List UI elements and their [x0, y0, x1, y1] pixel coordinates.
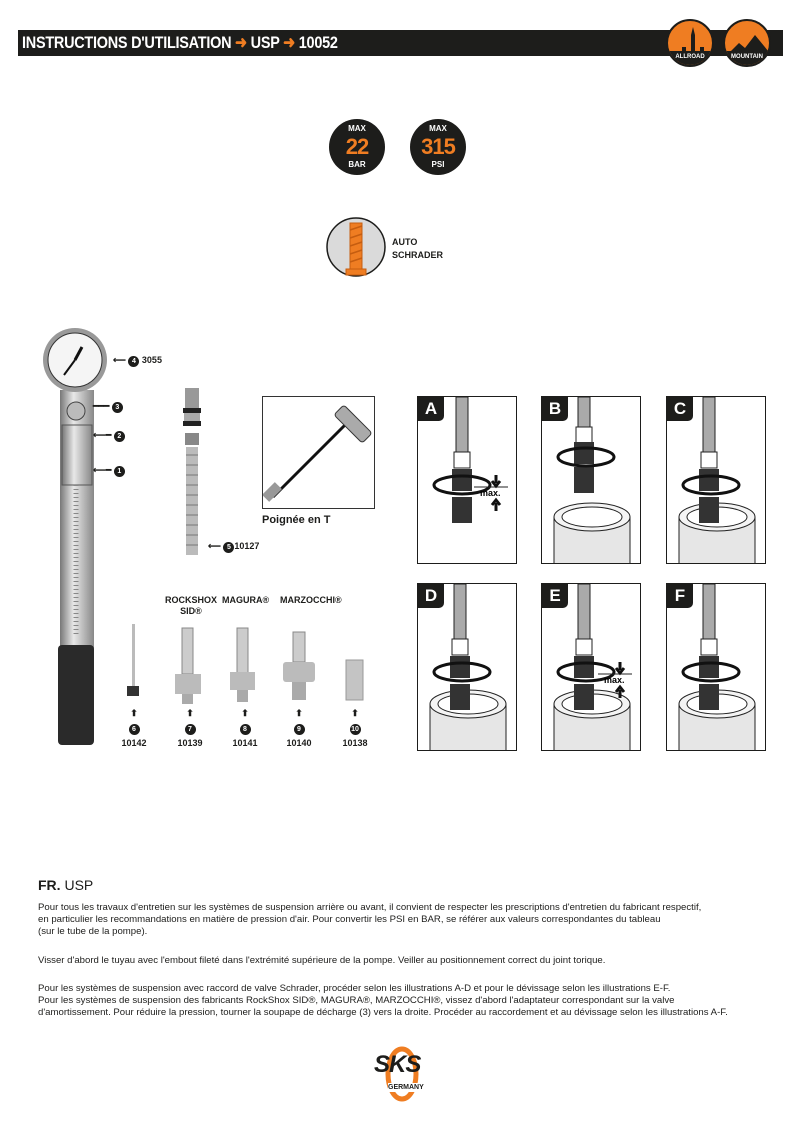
hose-illustration [178, 385, 208, 555]
section-title: FR. USP [38, 877, 94, 893]
panel-letter: F [667, 584, 693, 608]
allroad-logo: ALLROAD [666, 19, 714, 67]
page-title: INSTRUCTIONS D'UTILISATION ➜ USP ➜ 10052 [22, 33, 338, 52]
sks-logo: SKS GERMANY [370, 1046, 434, 1102]
illustration-panel-b [541, 396, 641, 564]
pump-label-release-valve: ━━━ 3 [93, 399, 123, 413]
schrader-valve-icon [326, 216, 386, 278]
panel-letter: D [418, 584, 444, 608]
pump-label-barrel: ⟵━ 1 [93, 463, 125, 477]
t-handle-label: Poignée en T [262, 514, 331, 526]
adapters-illustration [115, 620, 375, 706]
panel-letter: B [542, 397, 568, 421]
adapter-name-marzocchi: MARZOCCHI® [280, 595, 342, 605]
mountain-logo: MOUNTAIN [723, 19, 771, 67]
max-psi-badge: MAX 315 PSI [410, 119, 466, 175]
paragraph-1: Pour tous les travaux d'entretien sur les systèmes de suspension arrière ou avant, il convient de respecter les prescriptions d'entretien du fabricant respectif, en particulier les recommandations en matière de pression d'air. Pour convertir les PSI en BAR, se référer aux valeurs correspondantes du tableau (sur le tube de la pompe). [38, 902, 702, 937]
max-label: max. [604, 675, 625, 685]
illustration-panel-f [666, 583, 766, 751]
adapter-codes: ⬆ 6 10142 ⬆ 7 10139 ⬆ 8 10141 ⬆ 9 10140 ⬆ 10 10138 [121, 708, 368, 748]
pump-label-gauge: ⟵ 4 3055 [113, 355, 162, 365]
pump-illustration [40, 325, 120, 750]
adapter-name-rockshox: ROCKSHOX SID® [164, 595, 217, 616]
illustration-panel-e [541, 583, 641, 751]
hose-label: ⟵ 5 10127 [208, 541, 260, 551]
paragraph-2: Visser d'abord le tuyau avec l'embout fileté dans l'extrémité supérieure de la pompe. Veiller au positionnement correct du joint torique. [38, 955, 606, 966]
pump-label-collar: ⟵━ 2 [93, 428, 125, 442]
paragraph-3: Pour les systèmes de suspension avec raccord de valve Schrader, procéder selon les illustrations A-D et pour le dévissage selon les illustrations E-F. Pour les systèmes de suspension des fabricants RockShox SID®, MAGURA®, MARZOCCHI®, vissez d'abord l'adaptateur correspondant sur la valve d'amortissement. Pour réduire la pression, tourner la soupape de décharge (3) vers la droite. Procéder au raccordement et au dévissage selon les illustrations A-F. [38, 983, 728, 1018]
max-bar-badge: MAX 22 BAR [329, 119, 385, 175]
illustration-panel-a [417, 396, 517, 564]
illustration-panel-d [417, 583, 517, 751]
panel-letter: C [667, 397, 693, 421]
adapter-name-magura: MAGURA® [222, 595, 270, 605]
panel-letter: E [542, 584, 568, 608]
t-handle-box [262, 396, 375, 509]
valve-label: AUTO SCHRADER [392, 237, 444, 260]
max-label: max. [480, 488, 501, 498]
panel-letter: A [418, 397, 444, 421]
illustration-panel-c [666, 396, 766, 564]
